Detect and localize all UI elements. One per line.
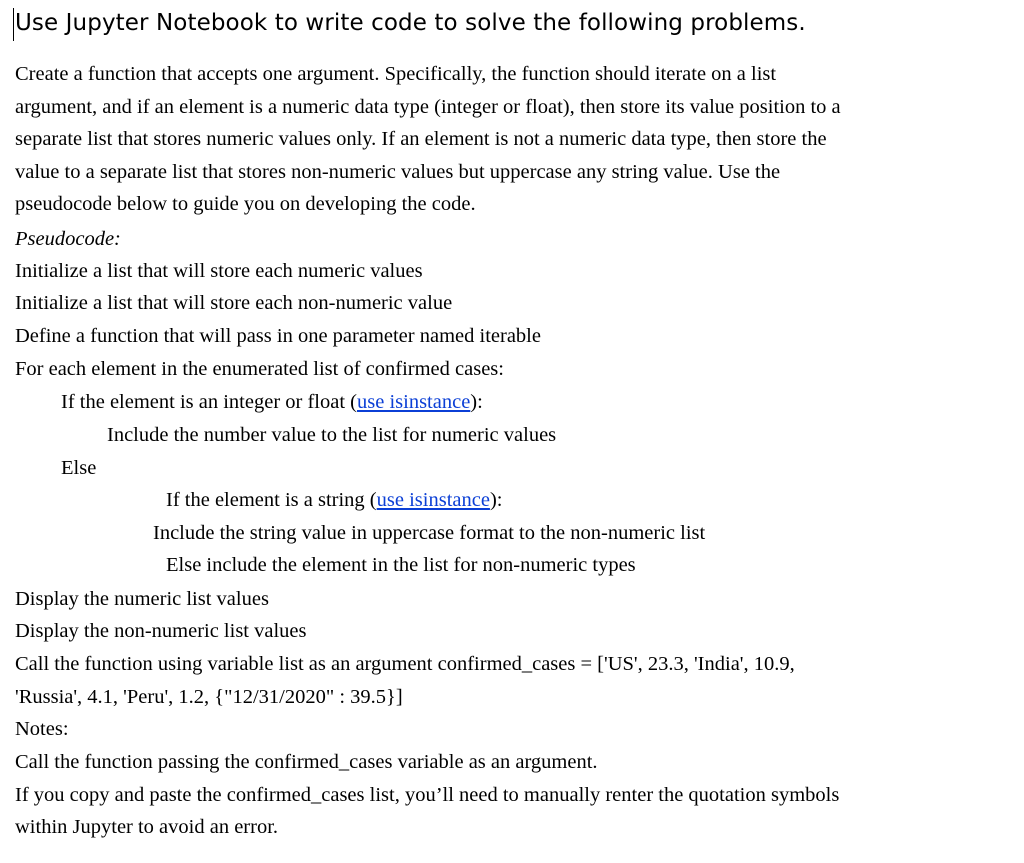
intro-line: pseudocode below to guide you on developing the code. xyxy=(15,193,476,216)
notes-label: Notes: xyxy=(15,718,69,740)
pseudocode-label: Pseudocode: xyxy=(15,228,121,250)
note-line: Call the function passing the confirmed_cases variable as an argument. xyxy=(15,751,598,773)
step-include-string: Include the string value in uppercase format to the non-numeric list xyxy=(153,522,706,544)
step-for-each: For each element in the enumerated list of confirmed cases: xyxy=(15,358,504,380)
intro-line: value to a separate list that stores non-numeric values but uppercase any string value. Use the xyxy=(15,160,781,183)
isinstance-link[interactable]: use isinstance xyxy=(357,391,471,413)
step-call-line: 'Russia', 4.1, 'Peru', 1.2, {"12/31/2020" : 39.5}] xyxy=(15,686,403,708)
step-display-non-numeric: Display the non-numeric list values xyxy=(15,620,307,642)
step-init-non-numeric: Initialize a list that will store each non-numeric value xyxy=(15,292,453,314)
step-call-line: Call the function using variable list as an argument confirmed_cases = ['US', 23.3, 'India', 10.9, xyxy=(15,653,795,675)
step-else-include: Else include the element in the list for non-numeric types xyxy=(166,554,636,576)
note-line: If you copy and paste the confirmed_cases list, you’ll need to manually renter the quotation symbols xyxy=(15,784,840,806)
intro-line: argument, and if an element is a numeric data type (integer or float), then store its value position to a xyxy=(15,95,841,118)
text-cursor xyxy=(13,8,14,41)
if-numeric-prefix: If the element is an integer or float ( xyxy=(61,391,357,413)
if-string-suffix: ): xyxy=(489,489,503,511)
step-if-string xyxy=(166,484,502,516)
step-display-numeric: Display the numeric list values xyxy=(15,588,269,610)
isinstance-link[interactable]: use isinstance xyxy=(376,489,490,511)
intro-line: Create a function that accepts one argument. Specifically, the function should iterate on a list xyxy=(15,63,777,85)
intro-paragraph xyxy=(15,58,1000,221)
step-include-number: Include the number value to the list for numeric values xyxy=(107,424,557,446)
note-line: within Jupyter to avoid an error. xyxy=(15,816,279,838)
step-define-function: Define a function that will pass in one parameter named iterable xyxy=(15,325,541,347)
intro-line: separate list that stores numeric values only. If an element is not a numeric data type, then store the xyxy=(15,128,827,151)
if-numeric-suffix: ): xyxy=(470,391,483,413)
step-else: Else xyxy=(61,457,97,479)
page-heading: Use Jupyter Notebook to write code to solve the following problems. xyxy=(15,10,806,36)
step-if-numeric xyxy=(61,386,483,418)
step-init-numeric: Initialize a list that will store each numeric values xyxy=(15,260,423,282)
if-string-prefix: If the element is a string ( xyxy=(166,489,377,511)
